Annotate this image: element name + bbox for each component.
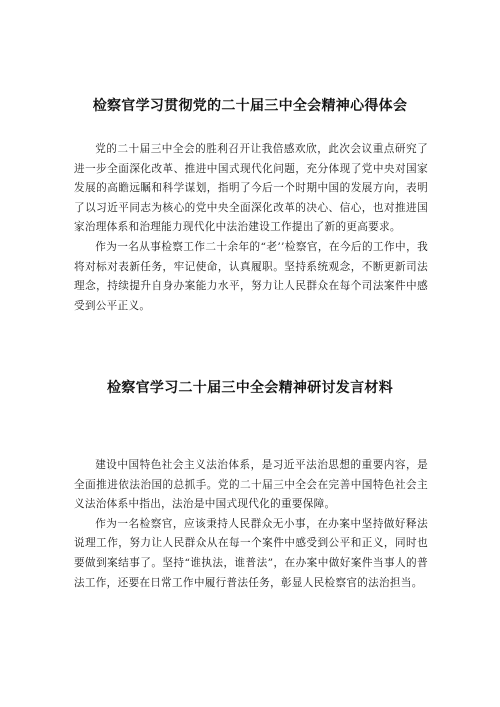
article-2-body bbox=[74, 456, 428, 593]
article-1-body bbox=[74, 140, 428, 316]
article-1-paragraph-1: 党的二十届三中全会的胜利召开让我倍感欢欣，此次会议重点研究了进一步全面深化改革、推进中国式现代化问题，充分体现了党中央对国家发展的高瞻远瞩和科学谋划，指明了今后一个时期中国的发展方向，表明了以习近平同志为核心的党中央全面深化改革的决心、信心，也对推进国家治理体系和治理能力现代化中法治建设工作提出了新的更高要求。 bbox=[74, 143, 428, 234]
article-2-paragraph-2: 作为一名检察官，应该秉持人民群众无小事，在办案中坚持做好释法说理工作，努力让人民群众从在每一个案件中感受到公平和正义，同时也要做到案结事了。坚持“谁执法，谁普法”，在办案中做好案件当事人的普法工作，还要在日常工作中履行普法任务，彰显人民检察官的法治担当。 bbox=[74, 517, 428, 589]
article-2-title: 检察官学习二十届三中全会精神研讨发言材料 bbox=[107, 380, 393, 396]
article-1-title: 检察官学习贯彻党的二十届三中全会精神心得体会 bbox=[92, 98, 408, 114]
article-2-paragraph-1: 建设中国特色社会主义法治体系，是习近平法治思想的重要内容，是全面推进依法治国的总抓手。党的二十届三中全会在完善中国特色社会主义法治体系中指出，法治是中国式现代化的重要保障。 bbox=[74, 459, 428, 511]
article-1-paragraph-2: 作为一名从事检察工作二十余年的“老’’检察官，在今后的工作中，我将对标对表新任务，牢记使命，认真履职。坚持系统观念，不断更新司法理念，持续提升自身办案能力水平，努力让人民群众在每个司法案件中感受到公平正义。 bbox=[74, 240, 428, 312]
